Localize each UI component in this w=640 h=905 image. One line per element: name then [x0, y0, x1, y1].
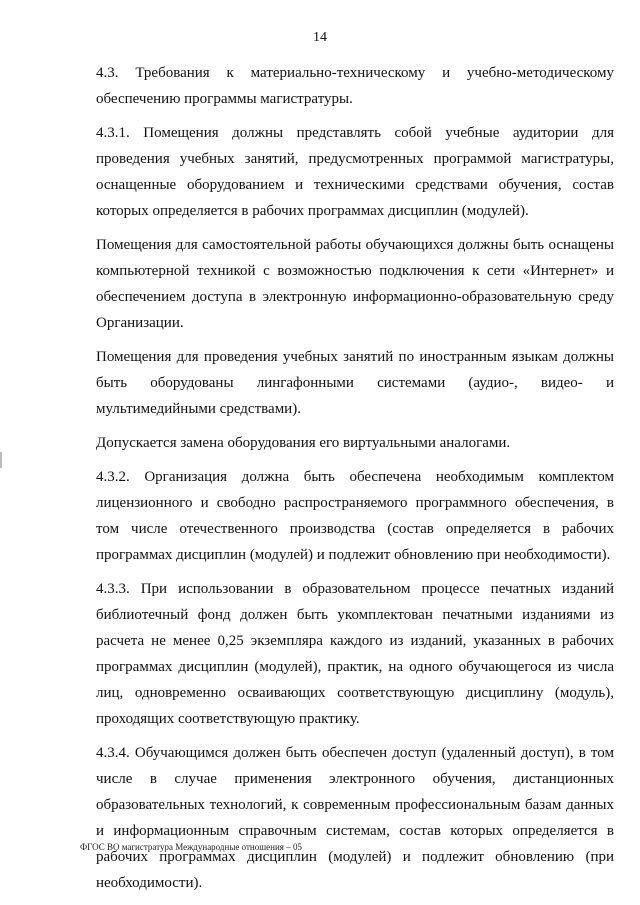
paragraph-language-rooms: Помещения для проведения учебных занятий по иностранным языкам должны быть оборудованы лингафонными системами (аудио-, видео- и мультимедийными средствами).: [96, 349, 614, 417]
paragraph-virtual-analogs: Допускается замена оборудования его виртуальными аналогами.: [96, 435, 511, 451]
paragraph-4-3-1: 4.3.1. Помещения должны представлять собой учебные аудитории для проведения учебных занятий, предусмотренных программой магистратуры, оснащенные оборудованием и техническими средствами обучения, состав которых определяется в рабочих программах дисциплин (модулей).: [96, 125, 614, 219]
document-footer: ФГОС ВО магистратура Международные отношения – 05: [80, 842, 302, 852]
page-number: 14: [313, 30, 327, 45]
scan-margin-mark: [0, 452, 2, 468]
paragraph-4-3-2: 4.3.2. Организация должна быть обеспечена необходимым комплектом лицензионного и свободно распространяемого программного обеспечения, в том числе отечественного производства (состав определяется в рабочих программах дисциплин (модулей) и подлежит обновлению при необходимости).: [96, 469, 614, 563]
paragraph-4-3-4: 4.3.4. Обучающимся должен быть обеспечен доступ (удаленный доступ), в том числе в случае применения электронного обучения, дистанционных образовательных технологий, к современным профессиональным базам данных и информационным справочным системам, состав которых определяется в рабочих программах дисциплин (модулей) и подлежит обновлению (при необходимости).: [96, 745, 614, 891]
paragraph-self-study-rooms: Помещения для самостоятельной работы обучающихся должны быть оснащены компьютерной техникой с возможностью подключения к сети «Интернет» и обеспечением доступа в электронную информационно-образовательную среду Организации.: [96, 237, 614, 331]
paragraph-4-3-3: 4.3.3. При использовании в образовательном процессе печатных изданий библиотечный фонд должен быть укомплектован печатными изданиями из расчета не менее 0,25 экземпляра каждого из изданий, указанных в рабочих программах дисциплин (модулей), практик, на одного обучающегося из числа лиц, одновременно осваивающих соответствующую дисциплину (модуль), проходящих соответствующую практику.: [96, 581, 614, 727]
paragraph-section-4-3: 4.3. Требования к материально-техническому и учебно-методическому обеспечению программы магистратуры.: [96, 65, 614, 107]
document-body: [96, 60, 614, 904]
